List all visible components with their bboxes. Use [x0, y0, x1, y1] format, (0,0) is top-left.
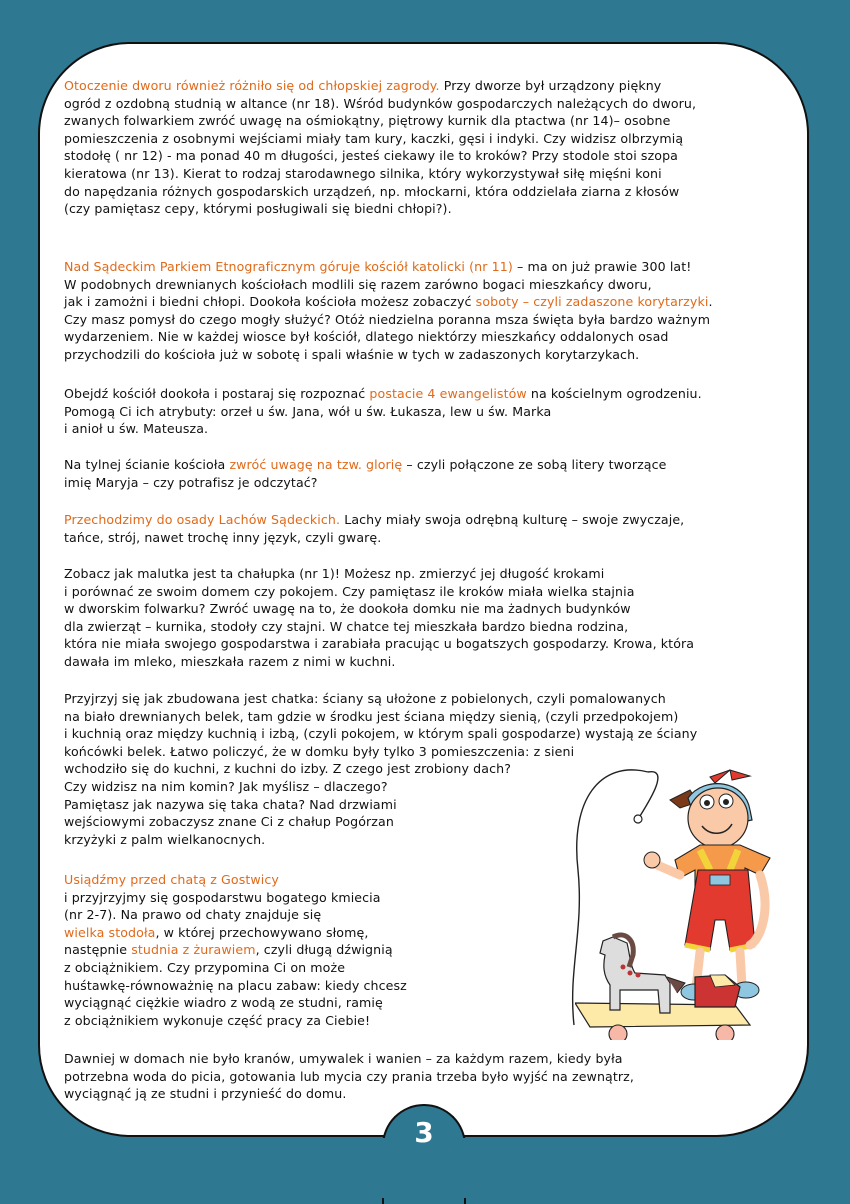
text-line: (nr 2-7). Na prawo od chaty znajduje się [64, 907, 322, 923]
text-line: tańce, strój, nawet trochę inny język, czyli gwarę. [64, 529, 382, 545]
text-line: wydarzeniem. Nie w każdej wiosce był kościół, dlatego niektórzy mieszkańcy oddalonych osad [64, 329, 669, 345]
text-line: kieratowa (nr 13). Kierat to rodzaj starodawnego silnika, który wykorzystywał siłę mięśni koni [64, 165, 662, 181]
text-line: z obciążnikiem wykonuje część pracy za Ciebie! [64, 1012, 371, 1028]
highlight-manor: Otoczenie dworu również różniło się od chłopskiej zagrody. [64, 78, 440, 93]
text-line: huśtawkę-równoważnię na placu zabaw: kiedy chcesz [64, 977, 407, 993]
text-line: – czyli połączone ze sobą litery tworzące [402, 457, 667, 472]
text-line: , czyli długą dźwignią [255, 942, 393, 958]
text-line: ogród z ozdobną studnią w altance (nr 18). Wśród budynków gospodarczych należących do dworu, [64, 95, 697, 111]
paragraph-church [64, 258, 713, 364]
text-line: , w której przechowywano słomę, [155, 924, 369, 940]
toy-horse-cart-illustration [575, 925, 775, 1040]
highlight-lachy: Przechodzimy do osady Lachów Sądeckich. [64, 512, 341, 527]
text-line: Na tylnej ścianie kościoła [64, 457, 230, 472]
text-line: – ma on już prawie 300 lat! [512, 259, 692, 274]
highlight-gloria: zwróć uwagę na tzw. glorię [229, 457, 403, 472]
propeller-icon [710, 770, 750, 783]
paragraph-gloria [64, 456, 667, 491]
highlight-evangelists: postacie 4 ewangelistów [369, 386, 527, 401]
text-line: przychodzili do kościoła już w sobotę i spali właśnie w tych w zadaszonych korytarzykach. [64, 346, 640, 362]
paragraph-small-hut [64, 565, 694, 671]
text-line: Pomogą Ci ich atrybuty: orzeł u św. Jana, wół u św. Łukasza, lew u św. Marka [64, 403, 552, 419]
text-line: wyciągnąć ją ze studni i przynieść do domu. [64, 1086, 347, 1102]
text-line: zwanych folwarkiem zwróć uwagę na ośmiokątny, piętrowy kurnik dla ptactwa (nr 14)– osobne [64, 113, 671, 129]
text-line: końcówki belek. Łatwo policzyć, że w domku były tylko 3 pomieszczenia: z sieni [64, 743, 575, 759]
text-line: krzyżyki z palm wielkanocnych. [64, 831, 266, 847]
text-line: do napędzania różnych gospodarskich urządzeń, np. młockarni, która oddzielała ziarna z kłosów [64, 183, 680, 199]
text-line: dla zwierząt – kurnika, stodoły czy stajni. W chatce tej mieszkała bardzo biedna rodzina, [64, 618, 629, 634]
paragraph-lachy [64, 511, 684, 546]
text-line: Dawniej w domach nie było kranów, umywalek i wanien – za każdym razem, kiedy była [64, 1051, 623, 1066]
highlight-barn: wielka stodoła [64, 924, 156, 940]
text-line: w dworskim folwarku? Zwróć uwagę na to, że dookoła domku nie ma żadnych budynków [64, 601, 631, 617]
text-line: następnie [64, 942, 132, 958]
text-line: Pamiętasz jak nazywa się taka chata? Nad drzwiami [64, 796, 397, 812]
text-line: stodołę ( nr 12) - ma ponad 40 m długości, jesteś ciekawy ile to kroków? Przy stodole stoi szopa [64, 148, 679, 164]
text-line: z obciążnikiem. Czy przypomina Ci on może [64, 959, 346, 975]
text-line: wchodziło się do kuchni, z kuchni do izby. Z czego jest zrobiony dach? [64, 761, 511, 777]
head [688, 788, 748, 848]
highlight-gostwica: Usiądźmy przed chatą z Gostwicy [64, 872, 279, 887]
text-line: na biało drewnianych belek, tam gdzie w środku jest ściana między sienią, (czyli przedpokojem) [64, 708, 679, 724]
text-line: jak i zamożni i biedni chłopi. Dookoła kościoła możesz zobaczyć [64, 294, 476, 310]
text-line: Przy dworze był urządzony piękny [439, 78, 662, 93]
wheel [609, 1025, 627, 1040]
text-line: Obejdź kościół dookoła i postaraj się rozpoznać [64, 386, 370, 401]
highlight-church: Nad Sądeckim Parkiem Etnograficznym góruje kościół katolicki (nr 11) [64, 259, 513, 274]
wheel [716, 1025, 734, 1040]
text-line: Zobacz jak malutka jest ta chałupka (nr 1)! Możesz np. zmierzyć jej długość krokami [64, 566, 605, 581]
text-line: która nie miała swojego gospodarstwa i zarabiała pracując u bogatszych gospodarzy. Krowa, która [64, 636, 695, 652]
text-line: Przyjrzyj się jak zbudowana jest chatka: ściany są ułożone z pobielonych, czyli pomalowanych [64, 691, 666, 706]
highlight-soboty: soboty – czyli zadaszone korytarzyki [475, 294, 709, 310]
text-line: i kuchnią oraz między kuchnią i izbą, (czyli pokojem, w którym spali gospodarze) wystają ze ściany [64, 726, 698, 742]
text-line: wejściowymi zobaczysz znane Ci z chałup Pogórzan [64, 814, 394, 830]
page-number: 3 [414, 1116, 434, 1149]
highlight-well: studnia z żurawiem [131, 942, 256, 958]
text-line: Czy masz pomysł do czego mogły służyć? Otóż niedzielna poranna msza święta była bardzo ważnym [64, 311, 711, 327]
text-line: wyciągnąć ciężkie wiadro z wodą ze studni, ramię [64, 995, 383, 1011]
text-line: potrzebna woda do picia, gotowania lub mycia czy prania trzeba było wyjść na zewnątrz, [64, 1068, 634, 1084]
text-line: i przyjrzyjmy się gospodarstwu bogatego kmiecia [64, 889, 381, 905]
text-line: pomieszczenia z osobnymi wejściami miały tam kury, kaczki, gęsi i indyki. Czy widzisz olbrzymią [64, 130, 684, 146]
paragraph-manor-surroundings [64, 77, 696, 218]
text-line: i porównać ze swoim domem czy pokojem. Czy pamiętasz ile kroków miała wielka stajnia [64, 583, 635, 599]
string-ring [634, 815, 642, 823]
paragraph-water [64, 1050, 634, 1103]
paragraph-evangelists [64, 385, 702, 438]
text-line: Czy widzisz na nim komin? Jak myślisz – dlaczego? [64, 778, 388, 794]
text-line: Lachy miały swoja odrębną kulturę – swoje zwyczaje, [340, 512, 685, 527]
text-line: . [708, 294, 713, 310]
text-line: na kościelnym ogrodzeniu. [526, 386, 702, 401]
text-line: (czy pamiętasz cepy, którymi posługiwali się biedni chłopi?). [64, 201, 452, 217]
paragraph-gostwica [64, 871, 407, 1029]
text-line: dawała im mleko, mieszkała razem z nimi w kuchni. [64, 653, 396, 669]
text-line: i anioł u św. Mateusza. [64, 421, 209, 437]
text-line: imię Maryja – czy potrafisz je odczytać? [64, 474, 318, 490]
text-line: W podobnych drewnianych kościołach modlili się razem zarówno bogaci mieszkańcy dworu, [64, 276, 652, 292]
